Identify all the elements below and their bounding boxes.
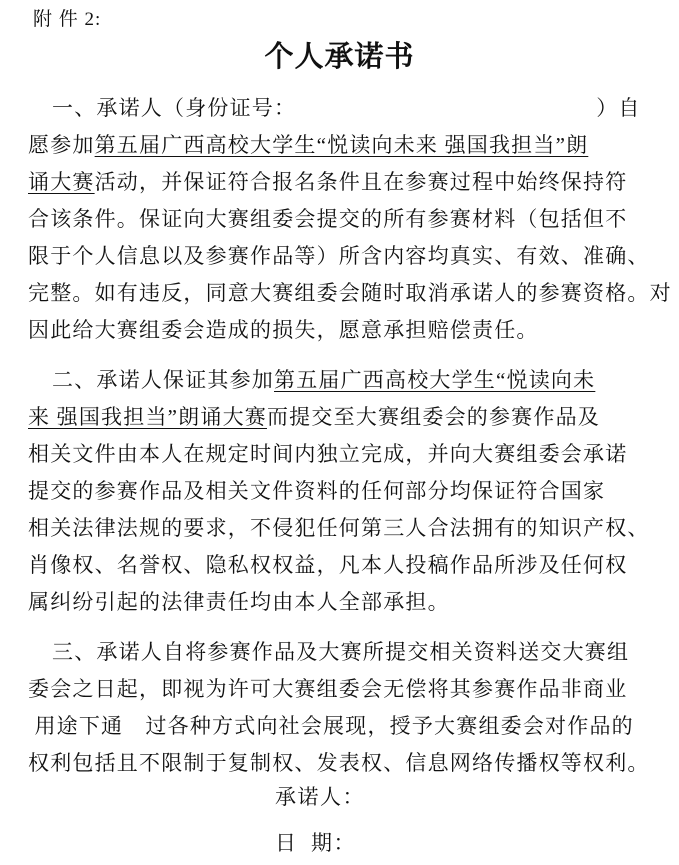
text-line [28,584,653,621]
text-line [28,436,653,473]
text-line [28,275,672,312]
text-line [28,312,653,349]
text-segment: 相关法律法规的要求，不侵犯任何第三人合法拥有的知识产权、 [28,516,650,540]
attachment-label: 附 件 2: [33,9,102,30]
text-segment: 完整。如有违反，同意大赛组委会随时取消承诺人的参赛资格。对 [28,281,672,305]
document-body [28,90,672,782]
text-line [28,164,653,201]
text-line [28,634,653,671]
text-line [28,127,653,164]
text-line [28,510,653,547]
text-segment: 限于个人信息以及参赛作品等）所含内容均真实、有效、准确、 [28,244,650,268]
signature-block [275,779,365,862]
text-segment: 愿参加 [28,133,95,157]
text-segment: 提交的参赛作品及相关文件资料的任何部分均保证符合国家 [28,479,606,503]
text-segment: 肖像权、名誉权、隐私权权益，凡本人投稿作品所涉及任何权 [28,553,628,577]
underlined-text: 第五届广西高校大学生“悦读向未 [274,368,596,392]
text-segment: 而提交至大赛组委会的参赛作品及 [266,405,600,429]
text-line [28,671,653,708]
text-line [28,362,653,399]
text-segment: 用途下通 过各种方式向社会展现，授予大赛组委会对作品的 [28,714,634,738]
paragraph-1 [28,90,672,349]
text-line [28,90,653,127]
text-line [28,708,653,745]
id-number-blank [296,114,596,115]
text-segment: 活动，并保证符合报名条件且在参赛过程中始终保持符 [94,170,628,194]
underlined-text: 来 强国我担当”朗诵大赛 [28,405,267,429]
text-segment: 二、承诺人保证其参加 [52,368,274,392]
text-segment: 因此给大赛组委会造成的损失，愿意承担赔偿责任。 [28,318,539,342]
page-title: 个人承诺书 [264,41,415,73]
paragraph-3 [28,634,653,782]
text-segment: 属纠纷引起的法律责任均由本人全部承担。 [28,590,450,614]
text-line [28,399,653,436]
text-line [28,238,653,275]
text-segment: ）自 [596,96,641,120]
text-line [28,547,653,584]
text-line [28,473,653,510]
text-segment: 一、承诺人（身份证号： [52,96,297,120]
text-line [28,201,653,238]
text-segment: 相关文件由本人在规定时间内独立完成，并向大赛组委会承诺 [28,442,628,466]
underlined-text: 第五届广西高校大学生“悦读向未来 强国我担当”朗 [94,133,589,157]
paragraph-2 [28,362,653,621]
text-segment: 三、承诺人自将参赛作品及大赛所提交相关资料送交大赛组 [52,640,630,664]
text-line [28,745,653,782]
promisor-label: 承诺人： [275,785,365,809]
text-segment: 委会之日起，即视为许可大赛组委会无偿将其参赛作品非商业 [28,677,628,701]
text-segment: 合该条件。保证向大赛组委会提交的所有参赛材料（包括但不 [28,207,628,231]
text-segment: 权利包括且不限制于复制权、发表权、信息网络传播权等权利。 [28,751,650,775]
underlined-text: 诵大赛 [28,170,95,194]
date-label: 日 期： [275,831,356,855]
